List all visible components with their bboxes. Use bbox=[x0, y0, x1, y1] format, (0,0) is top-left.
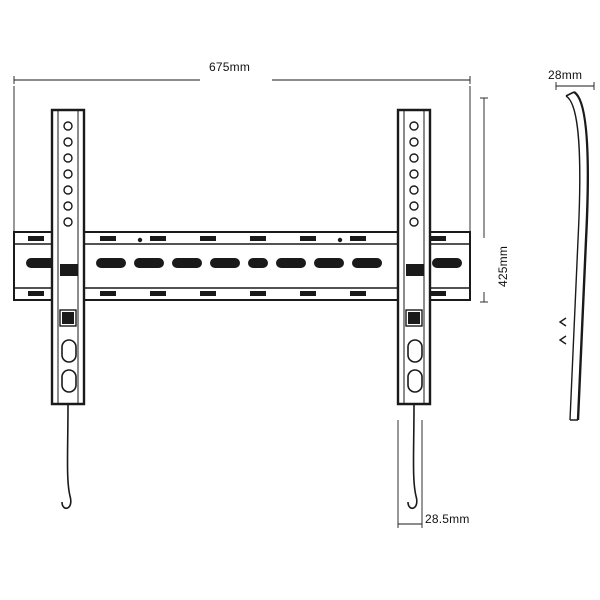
dimension-lines bbox=[14, 76, 594, 528]
right-vertical-arm bbox=[398, 110, 430, 404]
dimension-label-plate-width: 28.5mm bbox=[425, 512, 470, 526]
release-cords bbox=[62, 404, 417, 508]
dimension-label-depth: 28mm bbox=[548, 68, 583, 82]
front-view-geometry bbox=[14, 110, 470, 508]
left-vertical-arm bbox=[52, 110, 84, 404]
dimension-label-height: 425mm bbox=[496, 245, 510, 287]
side-view-geometry bbox=[560, 92, 588, 420]
dimension-label-width: 675mm bbox=[209, 60, 251, 74]
